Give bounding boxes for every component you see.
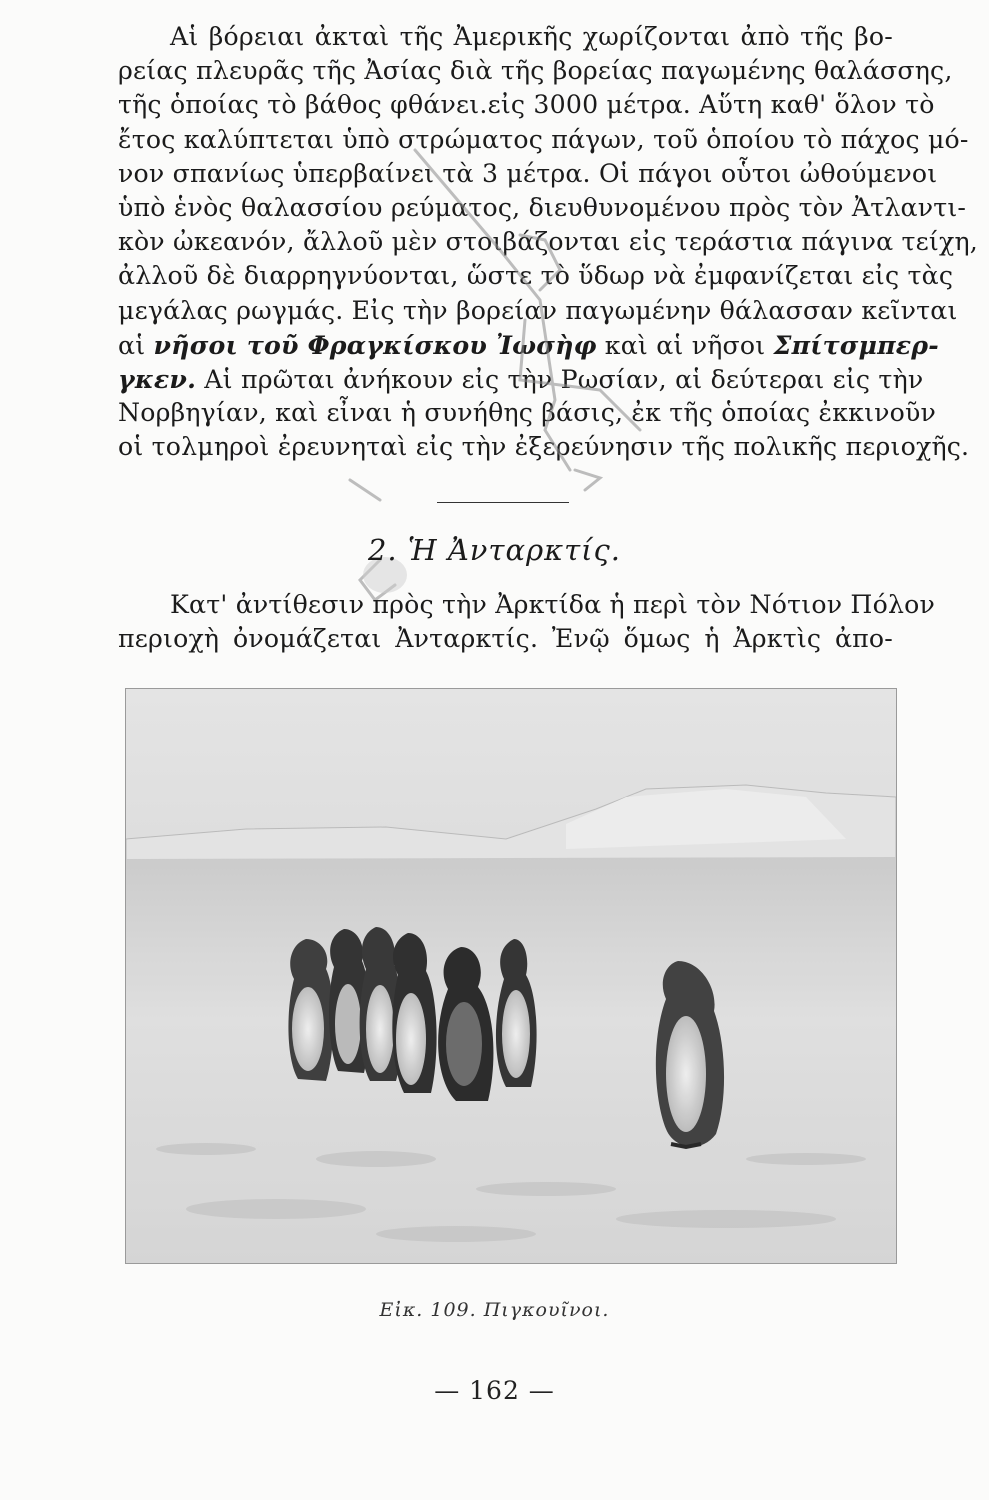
text-line: ἀλλοῦ δὲ διαρρηγνύονται, ὥστε τὸ ὕδωρ νὰ ἐμφανίζεται εἰς τὰς bbox=[118, 261, 954, 291]
text-line: οἱ τολμηροὶ ἐρευνηταὶ εἰς τὴν ἐξερεύνησιν τῆς πολικῆς περιοχῆς. bbox=[118, 432, 970, 462]
text-line: ρείας πλευρᾶς τῆς Ἀσίας διὰ τῆς βορείας παγωμένης θαλάσσης, bbox=[118, 56, 953, 86]
photo-illustration bbox=[126, 689, 896, 1263]
penguins-photograph bbox=[125, 688, 897, 1264]
section-divider bbox=[437, 502, 569, 503]
paragraph-antarctic bbox=[118, 588, 936, 656]
figure-caption: Εἰκ. 109. Πιγκουῖνοι. bbox=[379, 1299, 610, 1321]
island-name-spitsbergen: Σπίτσμπερ- bbox=[773, 329, 939, 360]
page-number: — 162 — bbox=[434, 1376, 555, 1405]
text-line: ἔτος καλύπτεται ὑπὸ στρώματος πάγων, τοῦ ὁποίου τὸ πάχος μό- bbox=[118, 124, 969, 154]
text-run: καὶ αἱ νῆσοι bbox=[596, 330, 774, 360]
text-run: Αἱ πρῶται ἀνήκουν εἰς τὴν Ρωσίαν, αἱ δεύτεραι εἰς τὴν bbox=[196, 364, 924, 394]
text-line: τῆς ὁποίας τὸ βάθος φθάνει.εἰς 3000 μέτρα. Αὕτη καθ' ὅλον τὸ bbox=[118, 90, 935, 120]
text-run: αἱ bbox=[118, 330, 154, 360]
section-heading: 2. Ἡ Ἀνταρκτίς. bbox=[367, 533, 622, 567]
text-line: Νορβηγίαν, καὶ εἶναι ἡ συνήθης βάσις, ἐκ τῆς ὁποίας ἐκκινοῦν bbox=[118, 398, 937, 428]
island-name-franz-josef: νῆσοι τοῦ Φραγκίσκου Ἰωσὴφ bbox=[153, 329, 597, 360]
text-line: νον σπανίως ὑπερβαίνει τὰ 3 μέτρα. Οἱ πάγοι οὗτοι ὠθούμενοι bbox=[118, 158, 938, 188]
text-line: μεγάλας ρωγμάς. Εἰς τὴν βορείαν παγωμένην θάλασσαν κεῖνται bbox=[118, 295, 958, 325]
text-line: περιοχὴ ὀνομάζεται Ἀνταρκτίς. Ἐνῷ ὅμως ἡ Ἀρκτὶς ἀπο- bbox=[118, 624, 893, 654]
text-line: κὸν ὠκεανόν, ἄλλοῦ μὲν στοιβάζονται εἰς τεράστια πάγινα τείχη, bbox=[118, 227, 978, 257]
island-name-spitsbergen-end: γκεν. bbox=[118, 363, 197, 394]
text-line: ὑπὸ ἑνὸς θαλασσίου ρεύματος, διευθυνομένου πρὸς τὸν Ἀτλαντι- bbox=[118, 192, 967, 222]
text-line: Αἱ βόρειαι ἀκταὶ τῆς Ἀμερικῆς χωρίζονται ἀπὸ τῆς βο- bbox=[170, 22, 893, 51]
text-line: Κατ' ἀντίθεσιν πρὸς τὴν Ἀρκτίδα ἡ περὶ τὸν Νότιον Πόλον bbox=[170, 590, 936, 619]
